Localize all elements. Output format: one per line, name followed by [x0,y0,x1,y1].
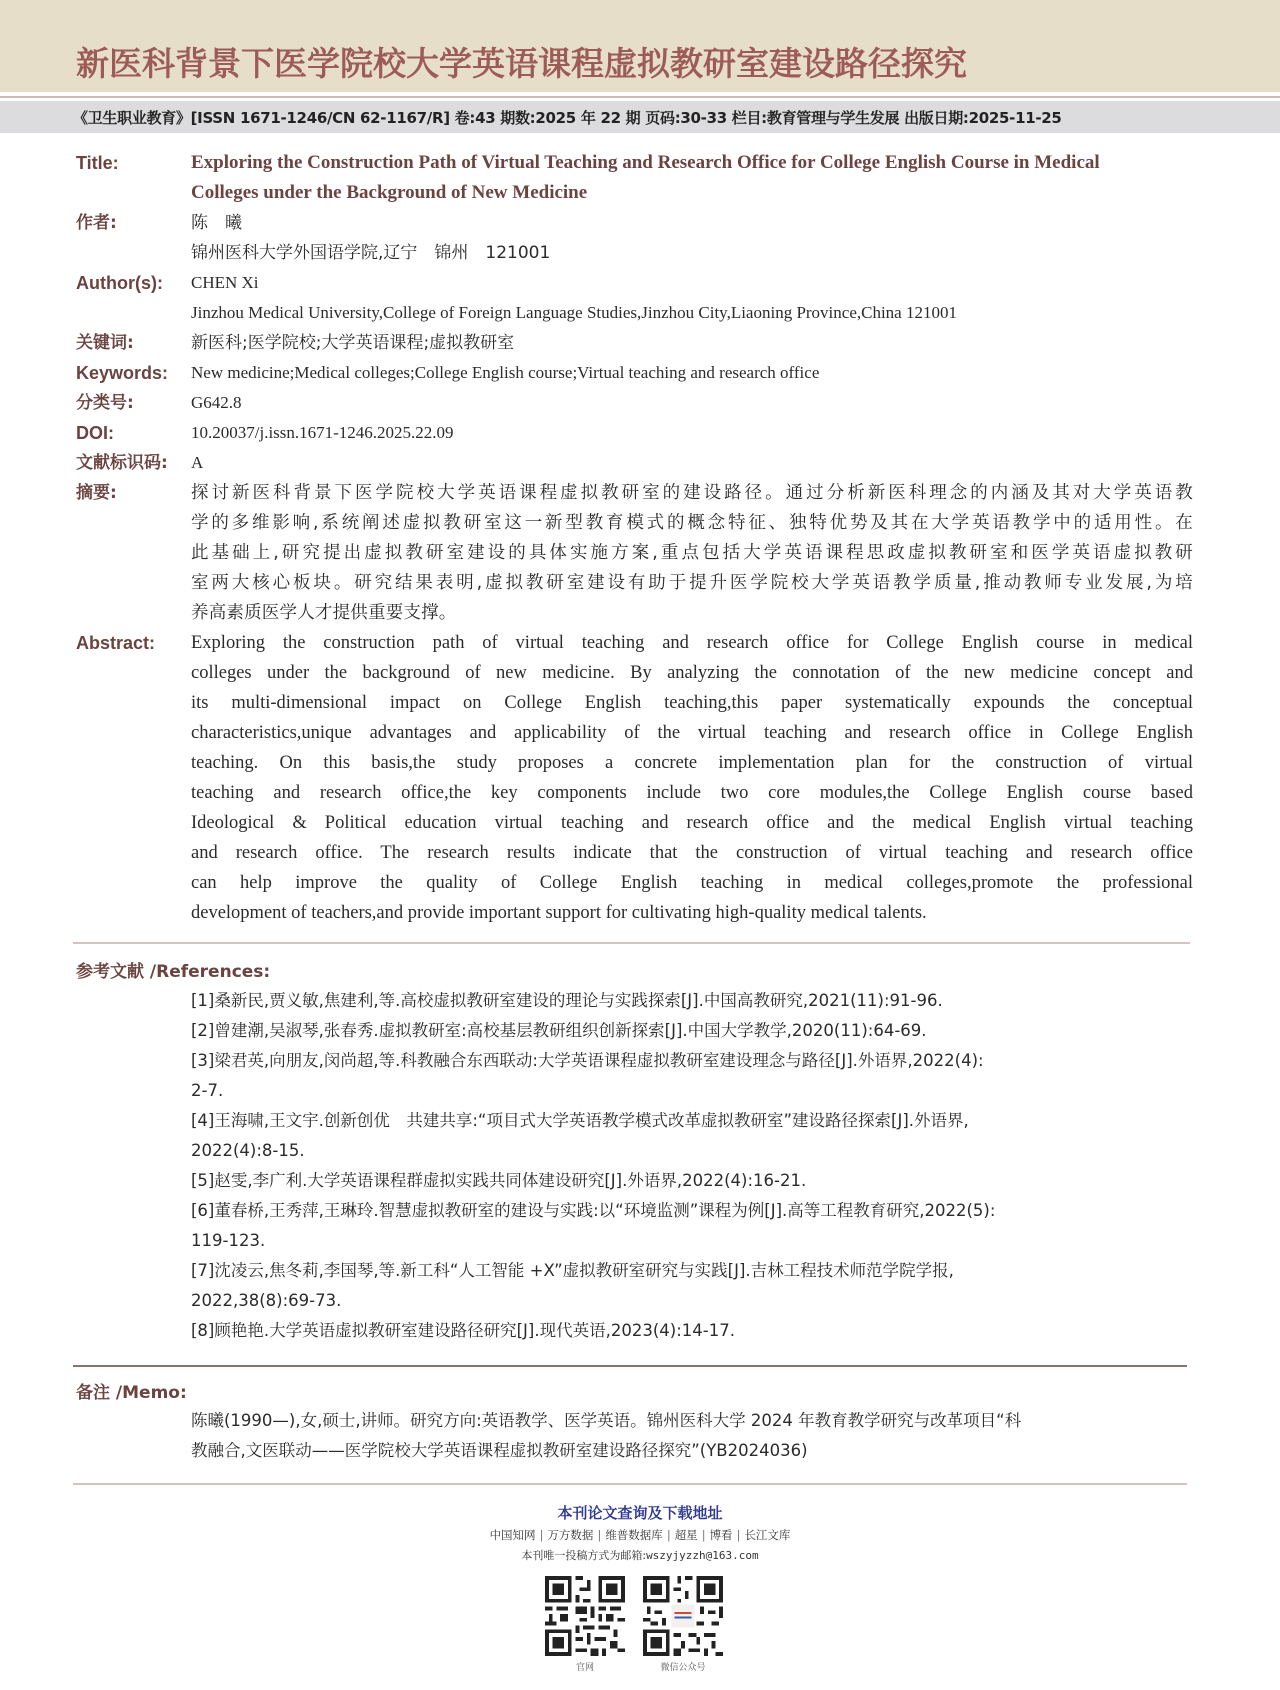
abstract-en-line: and research office. The research results indicate that the construction of virtual teaching and research office [191,843,1193,863]
link-bookan[interactable]: 博看 [709,1528,733,1542]
reference-item-cont: 2022,38(8):69-73. [191,1291,342,1310]
footer-title: 本刊论文查询及下载地址 [557,1504,723,1522]
submission-email[interactable]: wszyjyzzh@163.com [646,1549,759,1562]
field-title-cont [0,178,1280,208]
memo-line: 教融合,文医联动——医学院校大学英语课程虚拟教研室建设路径探究”(YB2024036) [191,1441,808,1460]
references-heading: 参考文献 /References: [76,962,271,982]
header-banner [0,0,1280,92]
field-author-zh [0,208,1280,238]
separator: | [539,1528,544,1542]
field-author-en [0,268,1280,298]
abstract-zh-line: 学的多维影响,系统阐述虚拟教研室这一新型教育模式的概念特征、独特优势及其在大学英语教学中的适用性。在 [191,513,1193,533]
reference-item: [3]梁君英,向朋友,闵尚超,等.科教融合东西联动:大学英语课程虚拟教研室建设理念与路径[J].外语界,2022(4): [191,1051,984,1070]
abstract-en-line: can help improve the quality of College English teaching in medical colleges,promote the professional [191,873,1193,893]
reference-item: [8]顾艳艳.大学英语虚拟教研室建设路径研究[J].现代英语,2023(4):14-17. [191,1321,735,1340]
abstract-zh-line: 此基础上,研究提出虚拟教研室建设的具体实施方案,重点包括大学英语课程思政虚拟教研室和医学英语虚拟教研 [191,543,1193,563]
wechat-logo-badge [672,1605,695,1628]
link-changjiang[interactable]: 长江文库 [744,1528,791,1542]
reference-item: [5]赵雯,李广利.大学英语课程群虚拟实践共同体建设研究[J].外语界,2022(4):16-21. [191,1171,807,1190]
title-en-line-1: Exploring the Construction Path of Virtual Teaching and Research Office for College English Course in Medical [191,152,1100,173]
qr-official-caption: 官网 [575,1663,594,1673]
abstract-en-line: teaching. On this basis,the study proposes a concrete implementation plan for the construction of virtual [191,753,1193,773]
references-divider [73,942,1190,944]
qr-code-wechat-icon[interactable] [643,1576,723,1656]
field-keywords-zh [0,328,1280,358]
doc-code-label: 文献标识码: [76,453,168,473]
separator: | [701,1528,706,1542]
doi-label: DOI: [76,423,114,443]
classification-label: 分类号: [76,393,134,413]
keywords-en: New medicine;Medical colleges;College English course;Virtual teaching and research office [191,363,820,382]
keywords-zh: 新医科;医学院校;大学英语课程;虚拟教研室 [191,333,515,353]
qr-wechat-caption: 微信公众号 [660,1663,706,1673]
separator: | [597,1528,602,1542]
field-doi [0,418,1280,448]
reference-item-cont: 2022(4):8-15. [191,1141,305,1160]
link-cnki[interactable]: 中国知网 [489,1528,536,1542]
abstract-zh-line: 室两大核心板块。研究结果表明,虚拟教研室建设有助于提升医学院校大学英语教学质量,推动教师专业发展,为培 [191,573,1193,593]
author-zh: 陈 曦 [191,213,242,233]
abstract-zh-line: 探讨新医科背景下医学院校大学英语课程虚拟教研室的建设路径。通过分析新医科理念的内涵及其对大学英语教 [191,483,1193,503]
title-en-line-2: Colleges under the Background of New Medicine [191,182,588,203]
abstract-en-line: its multi-dimensional impact on College English teaching,this paper systematically expounds the conceptual [191,693,1193,713]
title-label: Title: [76,153,119,173]
affiliation-en: Jinzhou Medical University,College of Foreign Language Studies,Jinzhou City,Liaoning Province,China 121001 [191,303,957,322]
abstract-en-line: teaching and research office,the key components include two core modules,the College English course based [191,783,1193,803]
author-en-label: Author(s): [76,273,163,293]
footer-submission [0,1547,1280,1563]
keywords-en-label: Keywords: [76,363,169,383]
reference-item: [1]桑新民,贾义敏,焦建利,等.高校虚拟教研室建设的理论与实践探索[J].中国高教研究,2021(11):91-96. [191,991,943,1010]
memo-divider-top [73,1365,1187,1367]
memo-divider-bottom [73,1483,1187,1485]
memo-line: 陈曦(1990—),女,硕士,讲师。研究方向:英语教学、医学英语。锦州医科大学 2024 年教育教学研究与改革项目“科 [191,1411,1022,1430]
field-classification [0,388,1280,418]
reference-item: [7]沈凌云,焦冬莉,李国琴,等.新工科“人工智能 +X”虚拟教研室研究与实践[J].吉林工程技术师范学院学报, [191,1261,954,1280]
separator: | [736,1528,741,1542]
abstract-en-line: characteristics,unique advantages and applicability of the virtual teaching and research office in College English [191,723,1193,743]
reference-item-cont: 119-123. [191,1231,266,1250]
field-affiliation-zh [0,238,1280,268]
link-wanfang[interactable]: 万方数据 [547,1528,594,1542]
abstract-zh-label: 摘要: [76,483,117,503]
journal-meta-text: 《卫生职业教育》[ISSN 1671-1246/CN 62-1167/R] 卷:43 期数:2025 年 22 期 页码:30-33 栏目:教育管理与学生发展 出版日期:2025-11-25 [73,109,1062,127]
author-zh-label: 作者: [76,213,117,233]
submission-label: 本刊唯一投稿方式为邮箱: [521,1549,647,1562]
abstract-en-line: Ideological & Political education virtual teaching and research office and the medical English virtual teaching [191,813,1193,833]
separator: | [666,1528,671,1542]
reference-item-cont: 2-7. [191,1081,224,1100]
reference-item: [2]曾建潮,吴淑琴,张春秀.虚拟教研室:高校基层教研组织创新探索[J].中国大学教学,2020(11):64-69. [191,1021,927,1040]
qr-code-official-icon[interactable] [545,1576,625,1656]
abstract-en-line: colleges under the background of new medicine. By analyzing the connotation of the new medicine concept and [191,663,1193,683]
affiliation-zh: 锦州医科大学外国语学院,辽宁 锦州 121001 [191,243,551,263]
classification-value: G642.8 [191,393,242,412]
abstract-en-label: Abstract: [76,633,156,653]
journal-meta-bar [0,101,1280,133]
link-chaoxing[interactable]: 超星 [674,1528,698,1542]
abstract-en-line: Exploring the construction path of virtual teaching and research office for College English course in medical [191,633,1193,653]
field-title [0,148,1280,178]
abstract-zh-line: 养高素质医学人才提供重要支撑。 [191,603,457,623]
references-list [191,986,1191,1346]
logo-stripe [675,1612,692,1614]
doc-code-value: A [191,453,204,472]
field-keywords-en [0,358,1280,388]
footer-database-links [0,1527,1280,1543]
field-affiliation-en [0,298,1280,328]
article-title-zh: 新医科背景下医学院校大学英语课程虚拟教研室建设路径探究 [76,44,967,83]
field-doc-code [0,448,1280,478]
logo-stripe [675,1616,692,1618]
reference-item: [4]王海啸,王文宇.创新创优 共建共享:“项目式大学英语教学模式改革虚拟教研室”建设路径探索[J].外语界, [191,1111,969,1130]
abstract-zh-text [191,478,1193,628]
keywords-zh-label: 关键词: [76,333,134,353]
memo-text [191,1406,1191,1466]
author-en: CHEN Xi [191,273,259,292]
memo-heading: 备注 /Memo: [76,1383,187,1403]
doi-value[interactable]: 10.20037/j.issn.1671-1246.2025.22.09 [191,423,454,442]
abstract-en-line: development of teachers,and provide important support for cultivating high-quality medical talents. [191,903,927,923]
reference-item: [6]董春桥,王秀萍,王琳玲.智慧虚拟教研室的建设与实践:以“环境监测”课程为例[J].高等工程教育研究,2022(5): [191,1201,996,1220]
abstract-en-text [191,628,1193,928]
link-vip[interactable]: 维普数据库 [605,1528,663,1542]
header-divider [0,96,1280,98]
